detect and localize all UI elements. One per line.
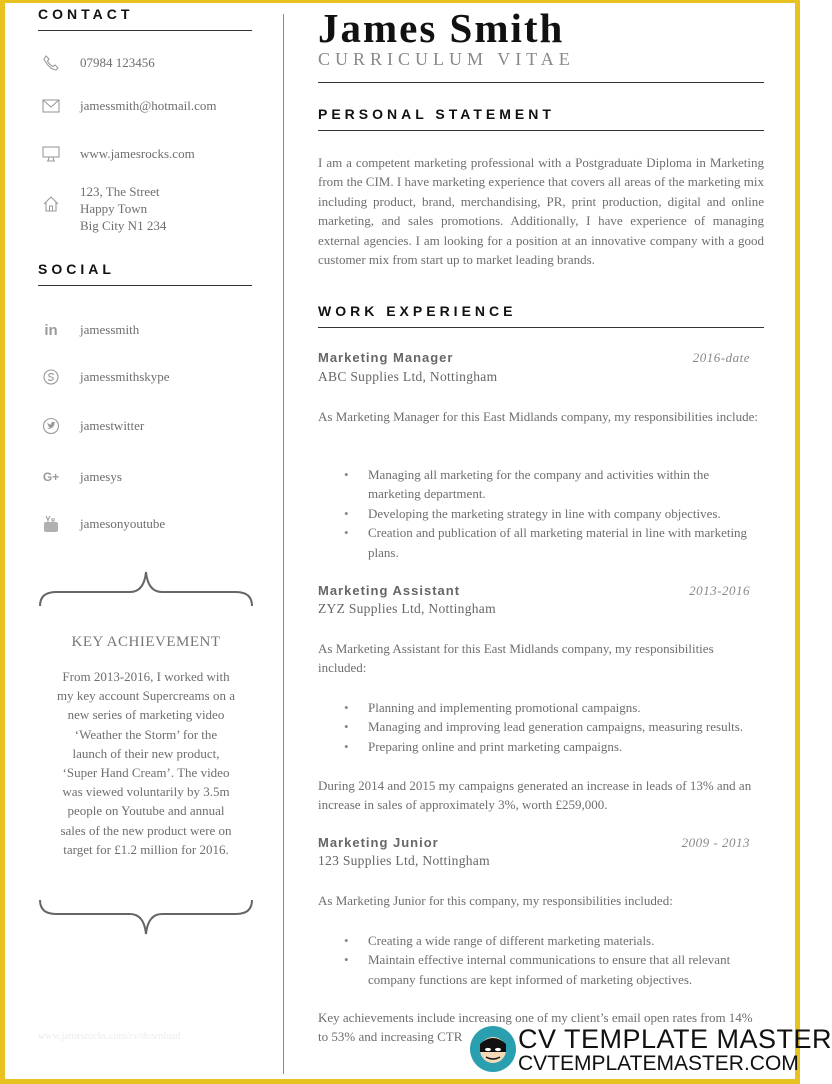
job-intro: As Marketing Junior for this company, my responsibilities included: xyxy=(318,893,673,908)
social-heading: SOCIAL xyxy=(38,261,252,286)
twitter-icon xyxy=(40,417,62,435)
list-item: • Developing the marketing strategy in line with company objectives. xyxy=(344,504,754,523)
social-linkedin xyxy=(38,321,139,339)
job-title: Marketing Manager xyxy=(318,350,454,365)
skype-text[interactable]: jamessmithskype xyxy=(80,369,170,384)
linkedin-icon: in xyxy=(44,321,58,339)
address-block xyxy=(80,183,166,234)
logo-url[interactable]: CVTEMPLATEMASTER.COM xyxy=(518,1052,799,1075)
address-line3: Big City N1 234 xyxy=(80,218,167,233)
website-text[interactable]: www.jamesrocks.com xyxy=(80,146,195,161)
contact-phone xyxy=(38,54,155,72)
social-twitter xyxy=(38,417,144,435)
list-item: • Creation and publication of all marketing material in line with marketing plans. xyxy=(344,523,754,562)
contact-email xyxy=(38,97,217,115)
list-item: • Creating a wide range of different marketing materials. xyxy=(344,931,754,950)
list-item: • Preparing online and print marketing campaigns. xyxy=(344,737,754,756)
googleplus-icon: G+ xyxy=(42,469,60,484)
job-intro: As Marketing Assistant for this East Midlands company, my responsibilities included: xyxy=(318,641,714,676)
sidebar xyxy=(38,0,254,1084)
job-intro: As Marketing Manager for this East Midlands company, my responsibilities include: xyxy=(318,409,758,424)
job-company: ABC Supplies Ltd, Nottingham xyxy=(318,369,498,384)
job-bullets xyxy=(344,931,754,989)
job-title: Marketing Assistant xyxy=(318,583,461,598)
social-googleplus xyxy=(38,468,122,486)
skype-icon xyxy=(40,368,62,386)
twitter-text[interactable]: jamestwitter xyxy=(80,418,145,433)
phone-text[interactable]: 07984 123456 xyxy=(80,55,155,70)
personal-statement-heading: PERSONAL STATEMENT xyxy=(318,106,764,131)
job-bullets xyxy=(344,465,754,562)
key-achievement-text: From 2013-2016, I worked with my key account Supercreams on a new series of marketing video ‘Weather the Storm’ for the launch of their new product, ‘Super Hand Cream’. The video was viewed voluntarily by 3.5m people on Youtube and annual sales of the new product were on target for £1.2 million for 2016. xyxy=(57,669,235,857)
personal-statement-text: I am a competent marketing professional with a Postgraduate Diploma in Marketing from the CIM. I have marketing experience that covers all areas of the marketing mix including product, brand, merchandising, PR, print production, digital and online marketing, and sales promotions. Additionally, I have experience of managing external agencies. I am looking for a position at an innovative company with a good customer mix from start up to market leading brands. xyxy=(318,155,764,268)
list-item: • Managing and improving lead generation campaigns, measuring results. xyxy=(344,717,754,736)
job-company: 123 Supplies Ltd, Nottingham xyxy=(318,853,490,868)
phone-icon xyxy=(40,54,62,72)
linkedin-text[interactable]: jamessmith xyxy=(80,322,140,337)
job-dates: 2016-date xyxy=(692,350,750,365)
address-line1: 123, The Street xyxy=(80,184,160,199)
youtube-text[interactable]: jamesonyoutube xyxy=(80,516,166,531)
email-text[interactable]: jamessmith@hotmail.com xyxy=(80,98,217,113)
logo-title: CV TEMPLATE MASTER xyxy=(518,1024,832,1054)
job-outro: Key achievements include increasing one of my client’s email open rates from 14% to 53% and increasing CTR xyxy=(318,1010,753,1045)
brace-top xyxy=(38,568,254,608)
job-dates: 2013-2016 xyxy=(689,583,750,598)
watermark: www.jamesrocks.com/cv/download xyxy=(38,1031,181,1042)
cv-subtitle: CURRICULUM VITAE xyxy=(318,49,575,69)
address-line2: Happy Town xyxy=(80,201,148,216)
social-youtube xyxy=(38,515,165,533)
header-rule xyxy=(318,82,764,83)
contact-heading: CONTACT xyxy=(38,6,252,31)
social-skype xyxy=(38,368,170,386)
email-icon xyxy=(40,97,62,115)
contact-website xyxy=(38,145,195,163)
work-experience-heading: WORK EXPERIENCE xyxy=(318,303,764,328)
candidate-name: James Smith xyxy=(318,5,565,51)
job-dates: 2009 - 2013 xyxy=(681,835,750,850)
list-item: • Managing all marketing for the company and activities within the marketing department. xyxy=(344,465,754,504)
job-company: ZYZ Supplies Ltd, Nottingham xyxy=(318,601,496,616)
key-achievement-title: KEY ACHIEVEMENT xyxy=(71,634,221,650)
youtube-icon xyxy=(40,515,62,533)
contact-address xyxy=(38,183,166,234)
job-title: Marketing Junior xyxy=(318,835,439,850)
list-item: • Planning and implementing promotional campaigns. xyxy=(344,698,754,717)
job-bullets xyxy=(344,698,754,756)
ninja-logo-icon xyxy=(470,1026,516,1072)
job-outro: During 2014 and 2015 my campaigns generated an increase in leads of 13% and an increase in sales of approximately 3%, worth £259,000. xyxy=(318,778,752,813)
monitor-icon xyxy=(40,145,62,163)
brace-bottom xyxy=(38,898,254,938)
googleplus-text[interactable]: jamesys xyxy=(80,469,122,484)
home-icon xyxy=(40,195,62,213)
vertical-divider xyxy=(283,14,284,1074)
list-item: • Maintain effective internal communications to ensure that all relevant company functions are kept informed of marketing objectives. xyxy=(344,950,754,989)
cv-template-master-logo xyxy=(470,1024,832,1080)
